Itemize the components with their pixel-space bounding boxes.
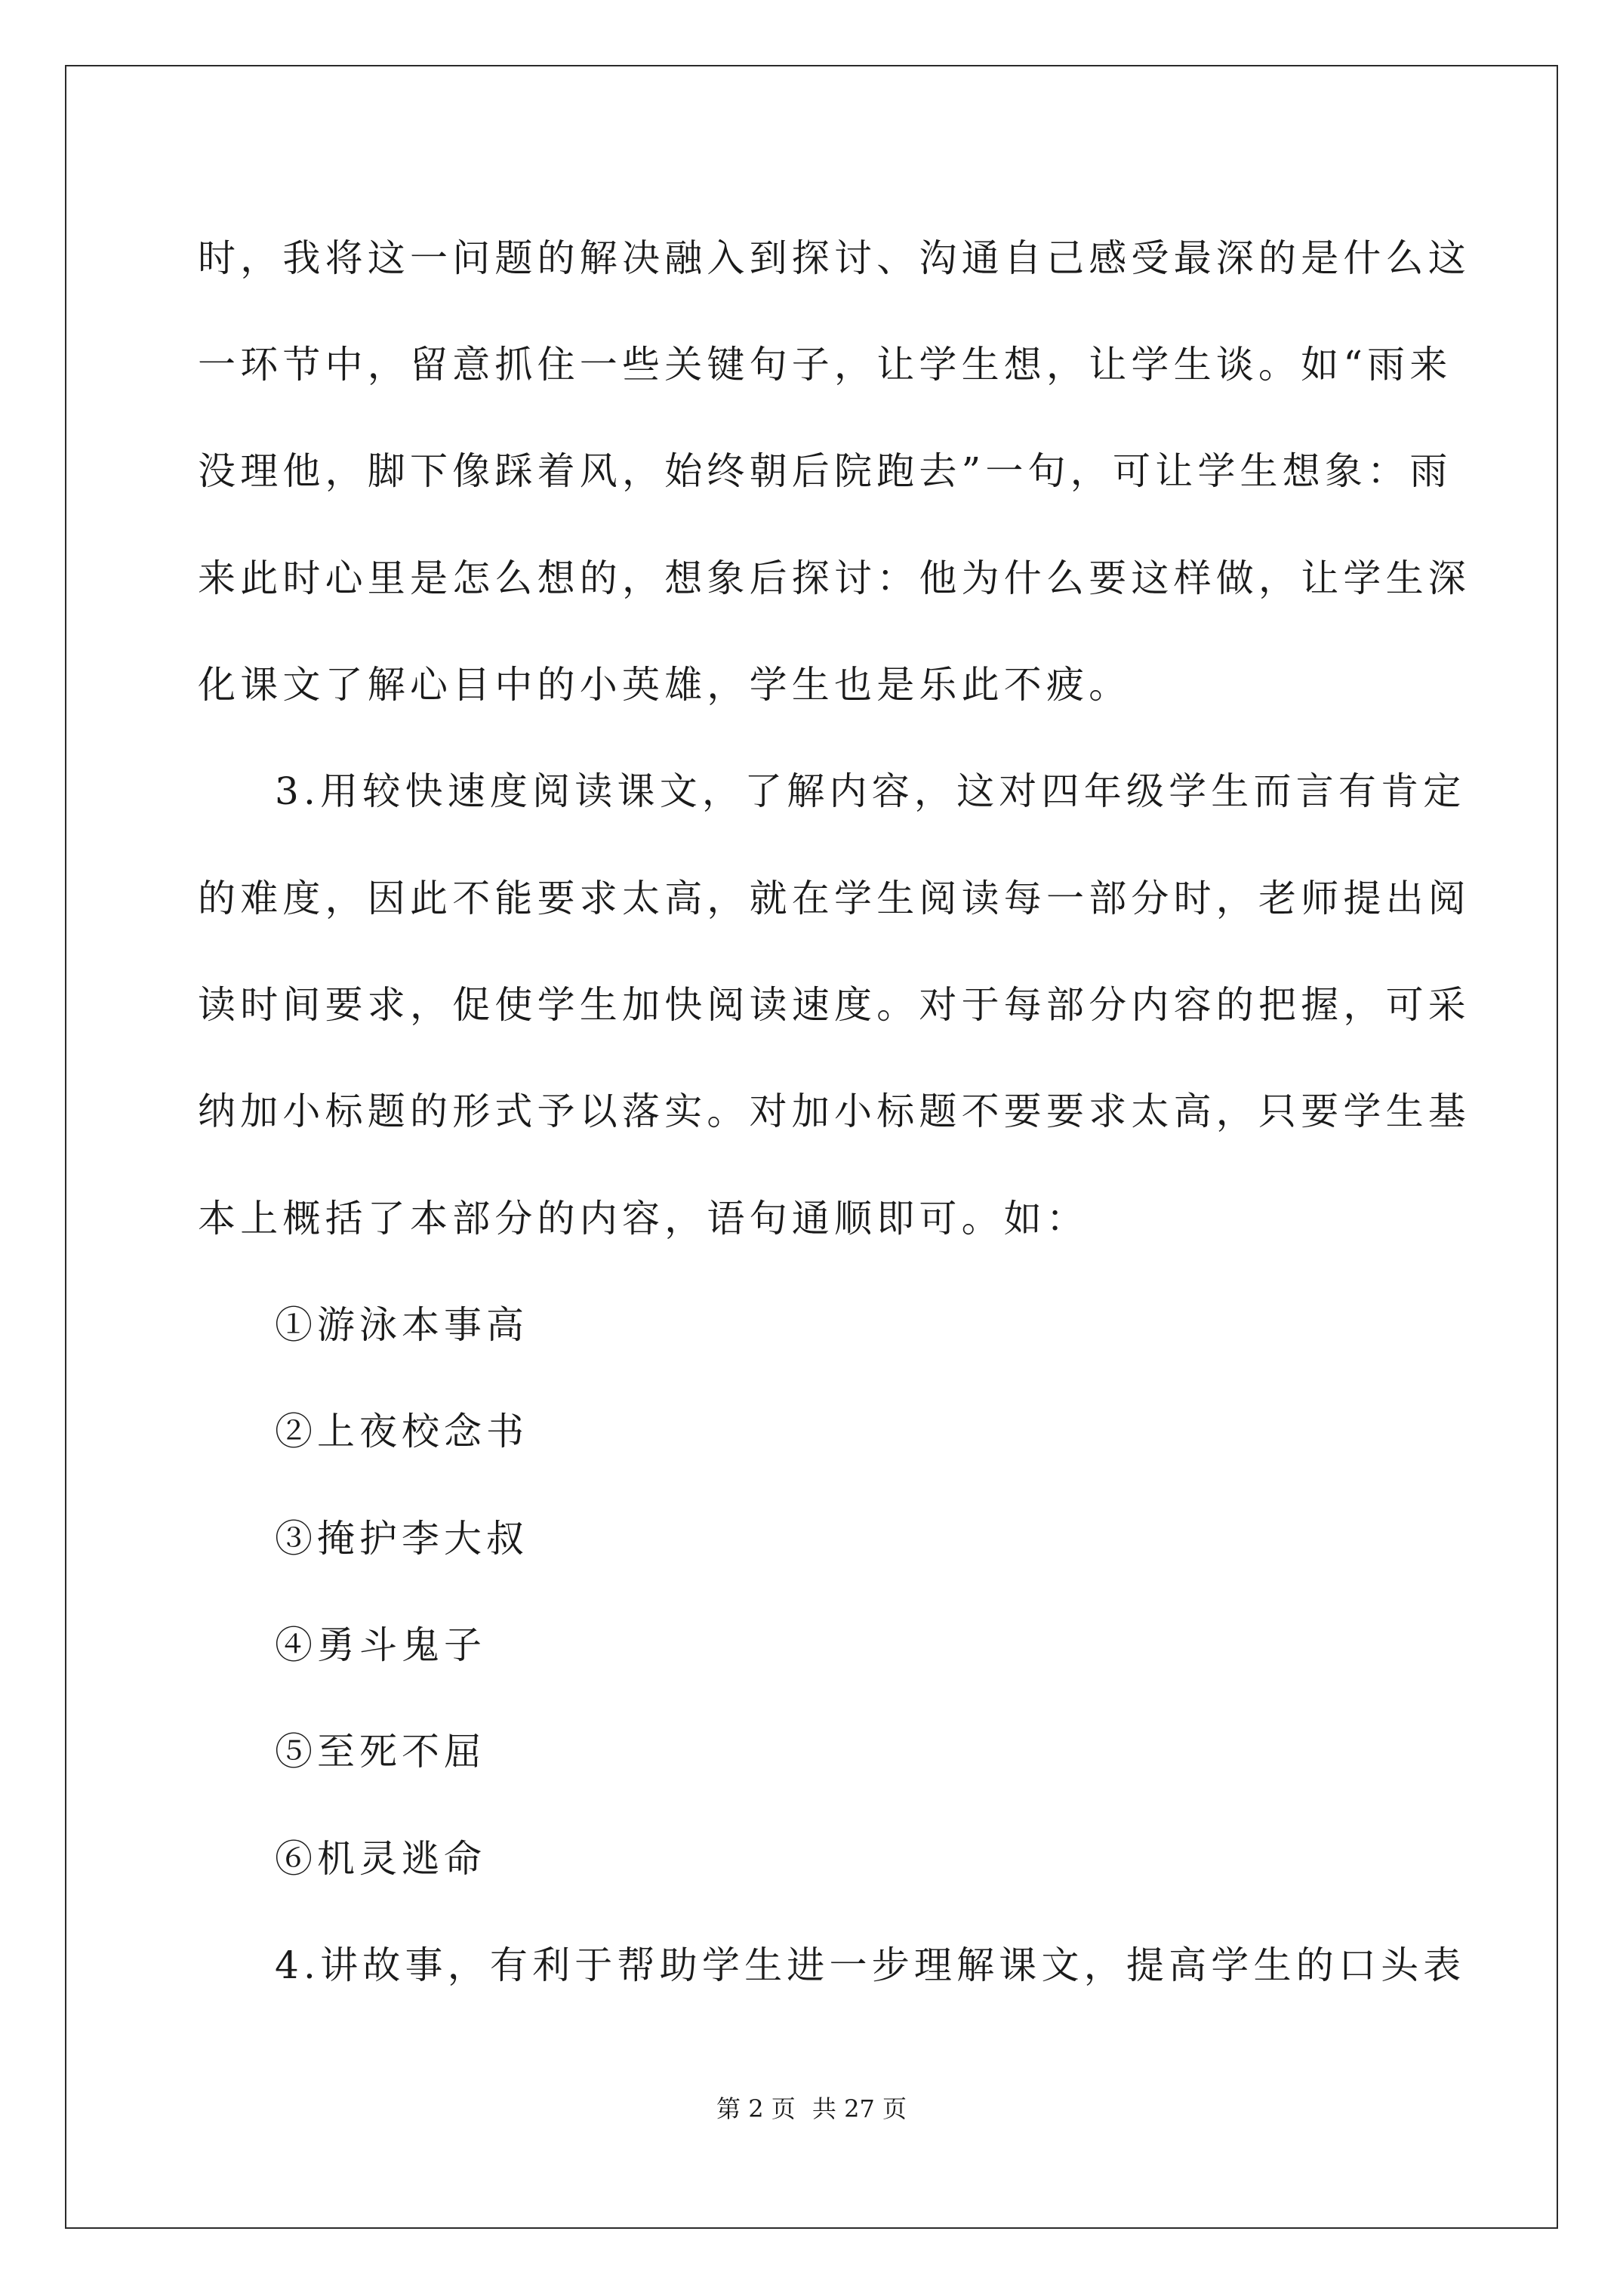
- paragraph-1-line-5: 化课文了解心目中的小英雄，学生也是乐此不疲。: [198, 663, 1132, 707]
- subtitle-item-6: ⑥机灵逃命: [275, 1837, 486, 1881]
- subtitle-item-3: ③掩护李大叔: [275, 1517, 528, 1561]
- paragraph-1-line-3: 没理他，脚下像踩着风，始终朝后院跑去”一句，可让学生想象：雨: [198, 449, 1452, 493]
- subtitle-item-4: ④勇斗鬼子: [275, 1623, 486, 1667]
- subtitle-item-1: ①游泳本事高: [275, 1303, 528, 1347]
- paragraph-2-line-2: 的难度，因此不能要求太高，就在学生阅读每一部分时，老师提出阅: [198, 877, 1471, 920]
- paragraph-1-line-4: 来此时心里是怎么想的，想象后探讨：他为什么要这样做，让学生深: [198, 556, 1471, 600]
- paragraph-1-line-2: 一环节中，留意抓住一些关键句子，让学生想，让学生谈。如“雨来: [198, 343, 1452, 387]
- current-page-label: 第 2 页: [716, 2094, 796, 2123]
- subtitle-item-2: ②上夜校念书: [275, 1410, 528, 1453]
- paragraph-1-line-1: 时，我将这一问题的解决融入到探讨、沟通自己感受最深的是什么这: [198, 236, 1471, 280]
- paragraph-2-line-4: 纳加小标题的形式予以落实。对加小标题不要要求太高，只要学生基: [198, 1089, 1471, 1133]
- page-footer: [0, 2094, 1623, 2124]
- total-pages-label: 共 27 页: [812, 2094, 907, 2123]
- paragraph-3-line-1: 4.讲故事，有利于帮助学生进一步理解课文，提高学生的口头表: [275, 1943, 1466, 1987]
- page-border: [65, 65, 1558, 2229]
- paragraph-2-line-5: 本上概括了本部分的内容，语句通顺即可。如：: [198, 1197, 1089, 1240]
- paragraph-2-line-3: 读时间要求，促使学生加快阅读速度。对于每部分内容的把握，可采: [198, 983, 1471, 1027]
- subtitle-item-5: ⑤至死不屈: [275, 1730, 486, 1774]
- paragraph-2-line-1: 3.用较快速度阅读课文，了解内容，这对四年级学生而言有肯定: [275, 769, 1466, 813]
